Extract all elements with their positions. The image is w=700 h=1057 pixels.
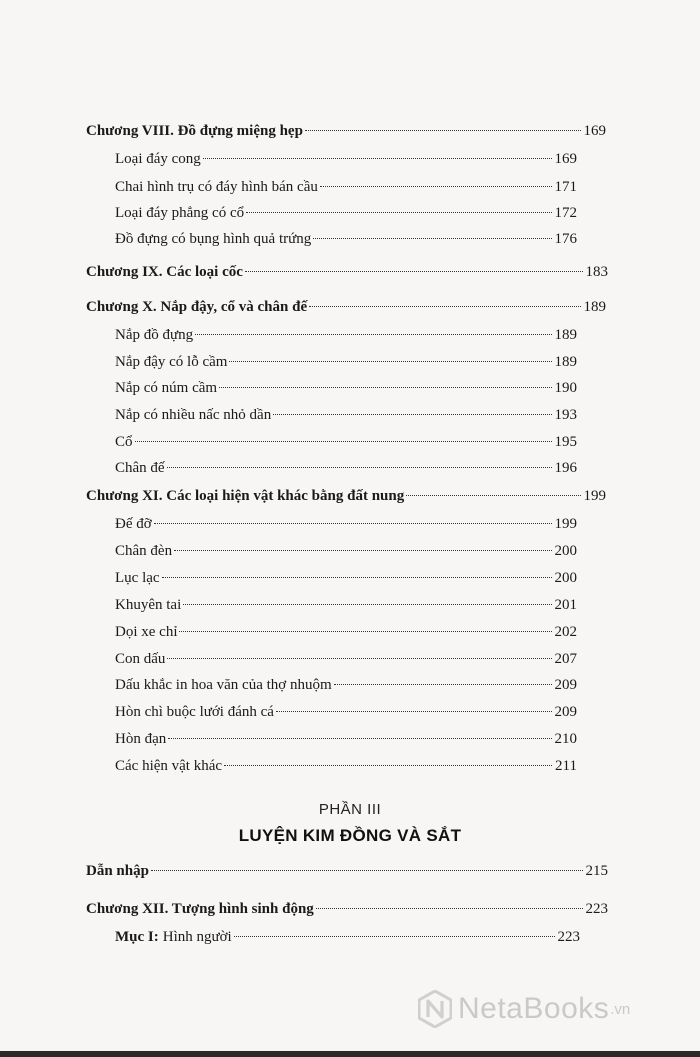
toc-entry <box>115 514 577 534</box>
toc-entry-title: Chương XI. Các loại hiện vật khác bằng đất nung <box>86 488 405 504</box>
toc-entry-title: Chương VIII. Đồ đựng miệng hẹp <box>86 123 303 139</box>
toc-entry-page: 199 <box>554 516 577 532</box>
toc-entry <box>115 177 577 197</box>
dot-leader <box>313 238 551 239</box>
dot-leader <box>334 684 552 685</box>
toc-entry-introduction <box>86 861 608 881</box>
toc-entry-title: Hòn chì buộc lưới đánh cá <box>115 704 274 720</box>
toc-entry-title: Nắp đậy có lỗ cầm <box>115 354 228 370</box>
toc-entry-title: Chân đế <box>115 460 165 476</box>
toc-entry-page: 176 <box>554 231 577 247</box>
toc-entry-page: 223 <box>557 929 580 945</box>
toc-entry-chapter-12 <box>86 899 608 919</box>
toc-entry-title: Dẫn nhập <box>86 863 149 879</box>
toc-entry-page: 196 <box>554 460 577 476</box>
dot-leader <box>162 577 552 578</box>
toc-entry-title: Nắp đồ đựng <box>115 327 194 343</box>
dot-leader <box>151 870 583 871</box>
toc-entry <box>115 568 577 588</box>
toc-entry-page: 169 <box>583 123 606 139</box>
toc-entry-title: Con dấu <box>115 651 166 667</box>
toc-entry-page: 189 <box>554 354 577 370</box>
toc-entry-chapter-8 <box>86 121 606 141</box>
toc-entry-page: 209 <box>554 677 577 693</box>
toc-entry-title: Hình người <box>162 929 232 945</box>
toc-entry-title: Loại đáy cong <box>115 151 201 167</box>
toc-entry-page: 172 <box>554 205 577 221</box>
toc-entry-title: Hòn đạn <box>115 731 167 747</box>
toc-entry-page: 195 <box>554 434 577 450</box>
toc-entry-chapter-9 <box>86 262 608 282</box>
toc-entry-page: 189 <box>583 299 606 315</box>
toc-entry <box>115 458 577 478</box>
toc-entry-title: Các hiện vật khác <box>115 758 223 774</box>
page-bottom-edge <box>0 1051 700 1057</box>
dot-leader <box>179 631 551 632</box>
toc-entry <box>115 541 577 561</box>
toc-entry-title: Đồ đựng có bụng hình quả trứng <box>115 231 312 247</box>
toc-entry-page: 223 <box>585 901 608 917</box>
toc-entry <box>115 229 577 249</box>
toc-entry-title: Chân đèn <box>115 543 173 559</box>
toc-entry-title: Đế đỡ <box>115 516 152 532</box>
toc-entry <box>115 405 577 425</box>
dot-leader <box>246 212 551 213</box>
toc-entry-title: Chương XII. Tượng hình sinh động <box>86 901 314 917</box>
dot-leader <box>305 130 581 131</box>
toc-entry-title: Chương X. Nắp đậy, cổ và chân đế <box>86 299 308 315</box>
toc-entry <box>115 432 577 452</box>
toc-entry-title: Chai hình trụ có đáy hình bán cầu <box>115 179 318 195</box>
toc-entry-page: 201 <box>554 597 577 613</box>
toc-entry <box>115 378 577 398</box>
toc-entry-chapter-11 <box>86 486 606 506</box>
toc-entry-title: Loại đáy phẳng có cổ <box>115 205 245 221</box>
dot-leader <box>245 271 583 272</box>
toc-entry-page: 211 <box>555 758 577 774</box>
toc-entry-title: Nắp có nhiều nấc nhỏ dần <box>115 407 272 423</box>
toc-entry-page: 200 <box>554 543 577 559</box>
toc-entry-page: 189 <box>554 327 577 343</box>
dot-leader <box>273 414 551 415</box>
dot-leader <box>167 467 552 468</box>
toc-entry-title: Cổ <box>115 434 133 450</box>
toc-entry-title: Dọi xe chỉ <box>115 624 178 640</box>
toc-entry-title: Lục lạc <box>115 570 160 586</box>
section-label: Mục I: <box>115 929 159 945</box>
dot-leader <box>229 361 551 362</box>
toc-entry-title: Dấu khắc in hoa văn của thợ nhuộm <box>115 677 332 693</box>
part-title: LUYỆN KIM ĐỒNG VÀ SẮT <box>238 826 462 845</box>
toc-entry <box>115 702 577 722</box>
toc-entry-title: Khuyên tai <box>115 597 182 613</box>
dot-leader <box>219 387 551 388</box>
toc-entry <box>115 352 577 372</box>
toc-entry-title: Nắp có núm cầm <box>115 380 218 396</box>
toc-entry-page: 193 <box>554 407 577 423</box>
part-label: PHẦN III <box>318 801 382 818</box>
dot-leader <box>276 711 552 712</box>
toc-entry-page: 171 <box>554 179 577 195</box>
toc-entry-page: 183 <box>585 264 608 280</box>
toc-entry <box>115 675 577 695</box>
toc-entry <box>115 622 577 642</box>
toc-entry-page: 190 <box>554 380 577 396</box>
toc-entry <box>115 325 577 345</box>
toc-entry-page: 199 <box>583 488 606 504</box>
watermark <box>418 990 630 1028</box>
watermark-tld: .vn <box>610 1000 631 1018</box>
toc-entry-page: 210 <box>554 731 577 747</box>
dot-leader <box>203 158 552 159</box>
toc-entry-page: 215 <box>585 863 608 879</box>
toc-entry-page: 207 <box>554 651 577 667</box>
dot-leader <box>135 441 552 442</box>
dot-leader <box>183 604 551 605</box>
dot-leader <box>309 306 580 307</box>
toc-entry-section <box>115 927 580 947</box>
dot-leader <box>167 658 551 659</box>
dot-leader <box>174 550 551 551</box>
toc-entry <box>115 729 577 749</box>
dot-leader <box>316 908 583 909</box>
toc-entry <box>115 203 577 223</box>
toc-entry-page: 209 <box>554 704 577 720</box>
dot-leader <box>320 186 552 187</box>
toc-entry <box>115 149 577 169</box>
toc-entry <box>115 756 577 776</box>
dot-leader <box>234 936 555 937</box>
dot-leader <box>224 765 552 766</box>
toc-entry-page: 202 <box>554 624 577 640</box>
toc-entry-page: 169 <box>554 151 577 167</box>
toc-entry-page: 200 <box>554 570 577 586</box>
toc-entry-title: Chương IX. Các loại cốc <box>86 264 243 280</box>
dot-leader <box>406 495 580 496</box>
dot-leader <box>195 334 551 335</box>
dot-leader <box>154 523 552 524</box>
toc-entry <box>115 649 577 669</box>
watermark-text: NetaBooks <box>458 992 610 1025</box>
toc-entry-chapter-10 <box>86 297 606 317</box>
toc-entry <box>115 595 577 615</box>
dot-leader <box>168 738 551 739</box>
netabooks-logo-icon <box>418 990 452 1028</box>
